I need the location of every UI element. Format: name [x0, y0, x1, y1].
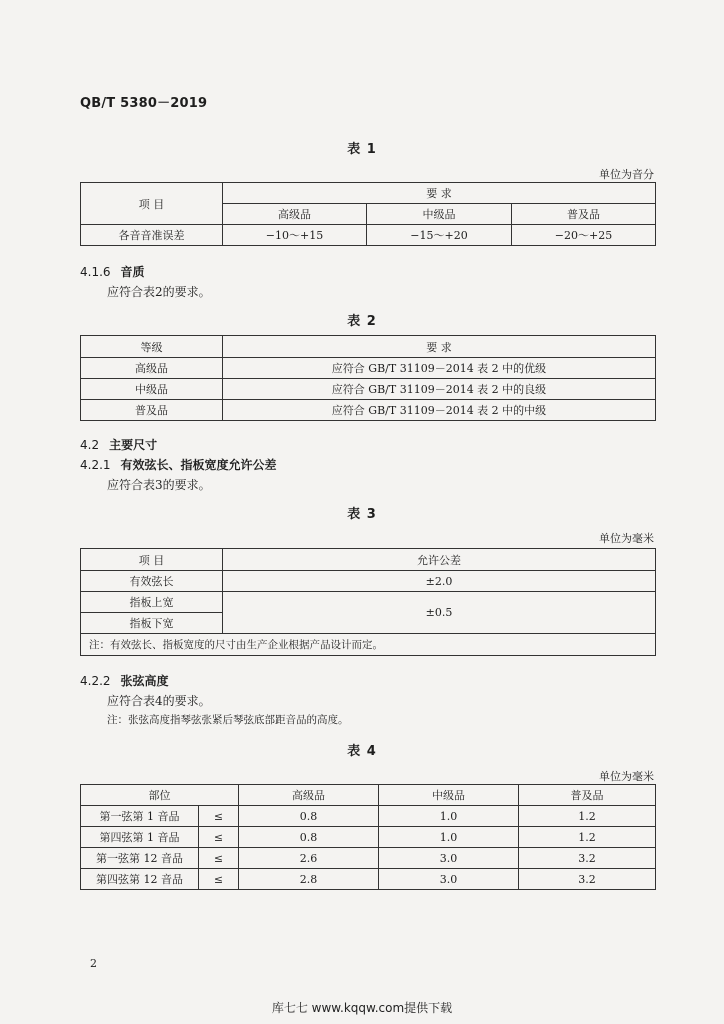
table1-grade-high: 高级品	[223, 204, 367, 225]
table3-item: 指板下宽	[81, 613, 223, 634]
table4-value-high: 0.8	[239, 827, 379, 848]
table-row	[81, 400, 656, 421]
table2-req: 应符合 GB/T 31109－2014 表 2 中的良级	[223, 379, 656, 400]
table4-value-mid: 1.0	[379, 827, 519, 848]
table2-caption: 表 2	[347, 314, 377, 329]
table4-value-mid: 3.0	[379, 869, 519, 890]
section-4-2-1-heading	[80, 456, 277, 473]
table2-grade: 高级品	[81, 358, 223, 379]
table4-op: ≤	[199, 827, 239, 848]
section-4-1-6-heading	[80, 263, 145, 280]
table-row	[81, 869, 656, 890]
table4-part: 第一弦第 1 音品	[81, 806, 199, 827]
table4-value-mid: 1.0	[379, 806, 519, 827]
table3-unit: 单位为毫米	[599, 532, 654, 545]
table3-tol: ±0.5	[223, 592, 656, 634]
section-number: 4.1.6	[80, 265, 111, 279]
table3-col-tol: 允许公差	[223, 549, 656, 571]
table2-grade: 中级品	[81, 379, 223, 400]
table3-caption: 表 3	[347, 507, 377, 522]
table4-grade-basic: 普及品	[519, 785, 656, 806]
section-4-2-2-note: 注：张弦高度指琴弦张紧后琴弦底部距音品的高度。	[107, 714, 349, 726]
table4-value-basic: 3.2	[519, 848, 656, 869]
table1-caption: 表 1	[347, 142, 377, 157]
table4-op: ≤	[199, 806, 239, 827]
table2-col-grade: 等级	[81, 336, 223, 358]
table3-item: 指板上宽	[81, 592, 223, 613]
table3-note: 注：有效弦长、指板宽度的尺寸由生产企业根据产品设计而定。	[81, 634, 656, 656]
table4-caption: 表 4	[347, 744, 377, 759]
table2-grade: 普及品	[81, 400, 223, 421]
table3-col-item: 项 目	[81, 549, 223, 571]
section-4-2-heading	[80, 436, 157, 453]
section-4-2-2-text: 应符合表4的要求。	[107, 694, 211, 708]
table-row	[81, 358, 656, 379]
table4-value-basic: 1.2	[519, 806, 656, 827]
table-row	[81, 848, 656, 869]
table-row	[81, 379, 656, 400]
section-4-2-1-text: 应符合表3的要求。	[107, 478, 211, 492]
section-title: 音质	[120, 265, 145, 279]
table1-row-label: 各音音准误差	[81, 225, 223, 246]
table1-unit: 单位为音分	[599, 168, 654, 181]
table4-part: 第四弦第 1 音品	[81, 827, 199, 848]
table3	[80, 548, 656, 656]
table4-unit: 单位为毫米	[599, 770, 654, 783]
section-number: 4.2.2	[80, 674, 111, 688]
table2-col-req: 要 求	[223, 336, 656, 358]
table-row	[81, 571, 656, 592]
table2	[80, 335, 656, 421]
section-number: 4.2	[80, 438, 100, 452]
table4-grade-high: 高级品	[239, 785, 379, 806]
table1-grade-basic: 普及品	[512, 204, 656, 225]
table4-value-basic: 1.2	[519, 827, 656, 848]
table-row	[81, 806, 656, 827]
table4-col-part: 部位	[81, 785, 239, 806]
section-4-1-6-text: 应符合表2的要求。	[107, 285, 211, 299]
table1-value-basic: −20～+25	[512, 225, 656, 246]
table4-value-high: 2.8	[239, 869, 379, 890]
table3-tol: ±2.0	[223, 571, 656, 592]
table4-value-mid: 3.0	[379, 848, 519, 869]
table2-req: 应符合 GB/T 31109－2014 表 2 中的优级	[223, 358, 656, 379]
table4-value-basic: 3.2	[519, 869, 656, 890]
section-title: 主要尺寸	[109, 438, 158, 452]
table3-item: 有效弦长	[81, 571, 223, 592]
table1-value-high: −10～+15	[223, 225, 367, 246]
table1-value-mid: −15～+20	[367, 225, 512, 246]
table4	[80, 784, 656, 890]
table1	[80, 182, 656, 246]
table4-value-high: 0.8	[239, 806, 379, 827]
section-title: 有效弦长、指板宽度允许公差	[120, 458, 277, 472]
section-title: 张弦高度	[120, 674, 169, 688]
table1-col-item: 项 目	[81, 183, 223, 225]
table4-op: ≤	[199, 869, 239, 890]
standard-code: QB/T 5380－2019	[80, 96, 208, 111]
table4-op: ≤	[199, 848, 239, 869]
table4-value-high: 2.6	[239, 848, 379, 869]
table1-grade-mid: 中级品	[367, 204, 512, 225]
table4-grade-mid: 中级品	[379, 785, 519, 806]
table4-part: 第四弦第 12 音品	[81, 869, 199, 890]
table2-req: 应符合 GB/T 31109－2014 表 2 中的中级	[223, 400, 656, 421]
table-row	[81, 827, 656, 848]
page-number: 2	[90, 957, 97, 970]
table-row	[81, 592, 656, 613]
section-number: 4.2.1	[80, 458, 111, 472]
table1-col-req: 要 求	[223, 183, 656, 204]
table4-part: 第一弦第 12 音品	[81, 848, 199, 869]
section-4-2-2-heading	[80, 672, 169, 689]
download-footer: 库七七 www.kqqw.com提供下载	[271, 1001, 453, 1015]
